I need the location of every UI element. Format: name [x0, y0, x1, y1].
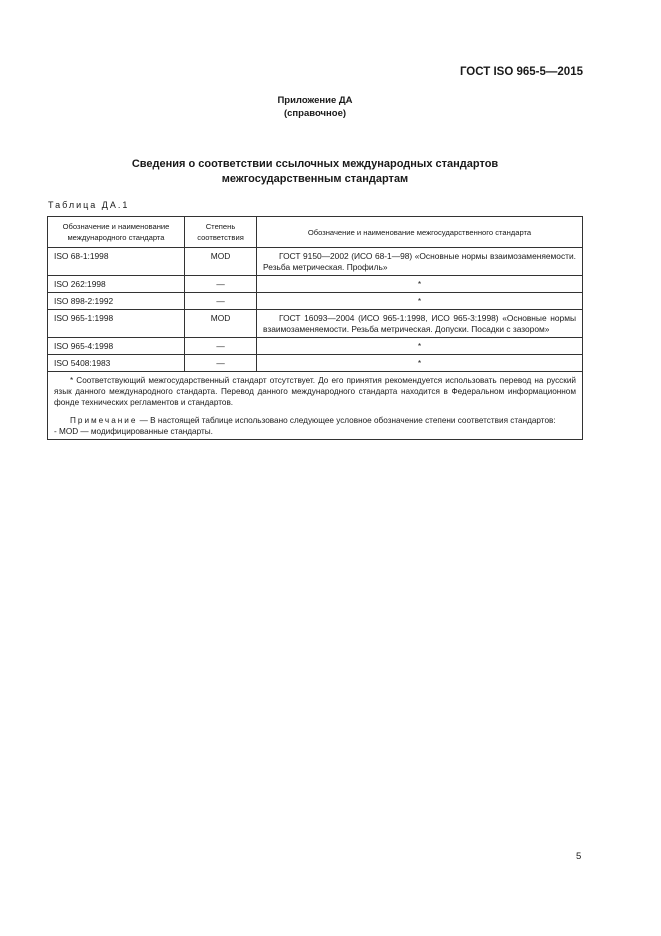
interstate-standard-cell: ГОСТ 9150—2002 (ИСО 68-1—98) «Основные нормы взаимозаменяемости. Резьба метрическая. Профиль»: [257, 248, 583, 276]
table-footnote: * Соответствующий межгосударственный стандарт отсутствует. До его принятия рекомендуется использовать перевод на русский язык данного международного стандарта. Перевод данного международного стандарта находится в Федеральном информационном фонде технических регламентов и стандартов.: [54, 376, 576, 407]
note-label: Примечание: [70, 416, 138, 425]
iso-cell: ISO 898-2:1992: [48, 293, 185, 310]
degree-cell: MOD: [185, 310, 257, 338]
page-number: 5: [576, 851, 582, 862]
table-row: [48, 338, 583, 355]
table-label: Таблица ДА.1: [48, 200, 130, 210]
degree-cell: MOD: [185, 248, 257, 276]
table-notes-row: [48, 372, 583, 440]
document-code: ГОСТ ISO 965-5—2015: [459, 66, 583, 78]
table-row: [48, 310, 583, 338]
iso-cell: ISO 5408:1983: [48, 355, 185, 372]
section-title-line-2: межгосударственным стандартам: [221, 173, 409, 185]
interstate-standard-cell: *: [257, 293, 583, 310]
header-correspondence-degree: Степень соответствия: [185, 217, 257, 248]
header-interstate-standard: Обозначение и наименование межгосударственного стандарта: [257, 217, 583, 248]
note-text: — В настоящей таблице использовано следующее условное обозначение степени соответствия стандартов:: [139, 416, 556, 425]
degree-cell: —: [185, 338, 257, 355]
table-row: [48, 248, 583, 276]
note-item: - MOD — модифицированные стандарты.: [54, 427, 213, 436]
interstate-standard-cell: *: [257, 338, 583, 355]
table-header-row: [48, 217, 583, 248]
degree-cell: —: [185, 293, 257, 310]
annex-subtitle: (справочное): [283, 108, 347, 119]
table-row: [48, 293, 583, 310]
degree-cell: —: [185, 276, 257, 293]
interstate-standard-cell: *: [257, 276, 583, 293]
table-note: [54, 415, 576, 426]
table-notes: [48, 372, 583, 440]
section-title: [0, 157, 630, 187]
section-title-line-1: Сведения о соответствии ссылочных международных стандартов: [131, 158, 499, 170]
correspondence-table: [47, 216, 583, 440]
iso-cell: ISO 262:1998: [48, 276, 185, 293]
degree-cell: —: [185, 355, 257, 372]
iso-cell: ISO 965-4:1998: [48, 338, 185, 355]
iso-cell: ISO 965-1:1998: [48, 310, 185, 338]
table-row: [48, 355, 583, 372]
interstate-standard-cell: *: [257, 355, 583, 372]
interstate-standard-cell: ГОСТ 16093—2004 (ИСО 965-1:1998, ИСО 965-3:1998) «Основные нормы взаимозаменяемости. Резьба метрическая. Допуски. Посадки с зазором»: [257, 310, 583, 338]
header-international-standard: Обозначение и наименование международного стандарта: [48, 217, 185, 248]
iso-cell: ISO 68-1:1998: [48, 248, 185, 276]
annex-title: Приложение ДА: [277, 95, 353, 106]
table-row: [48, 276, 583, 293]
